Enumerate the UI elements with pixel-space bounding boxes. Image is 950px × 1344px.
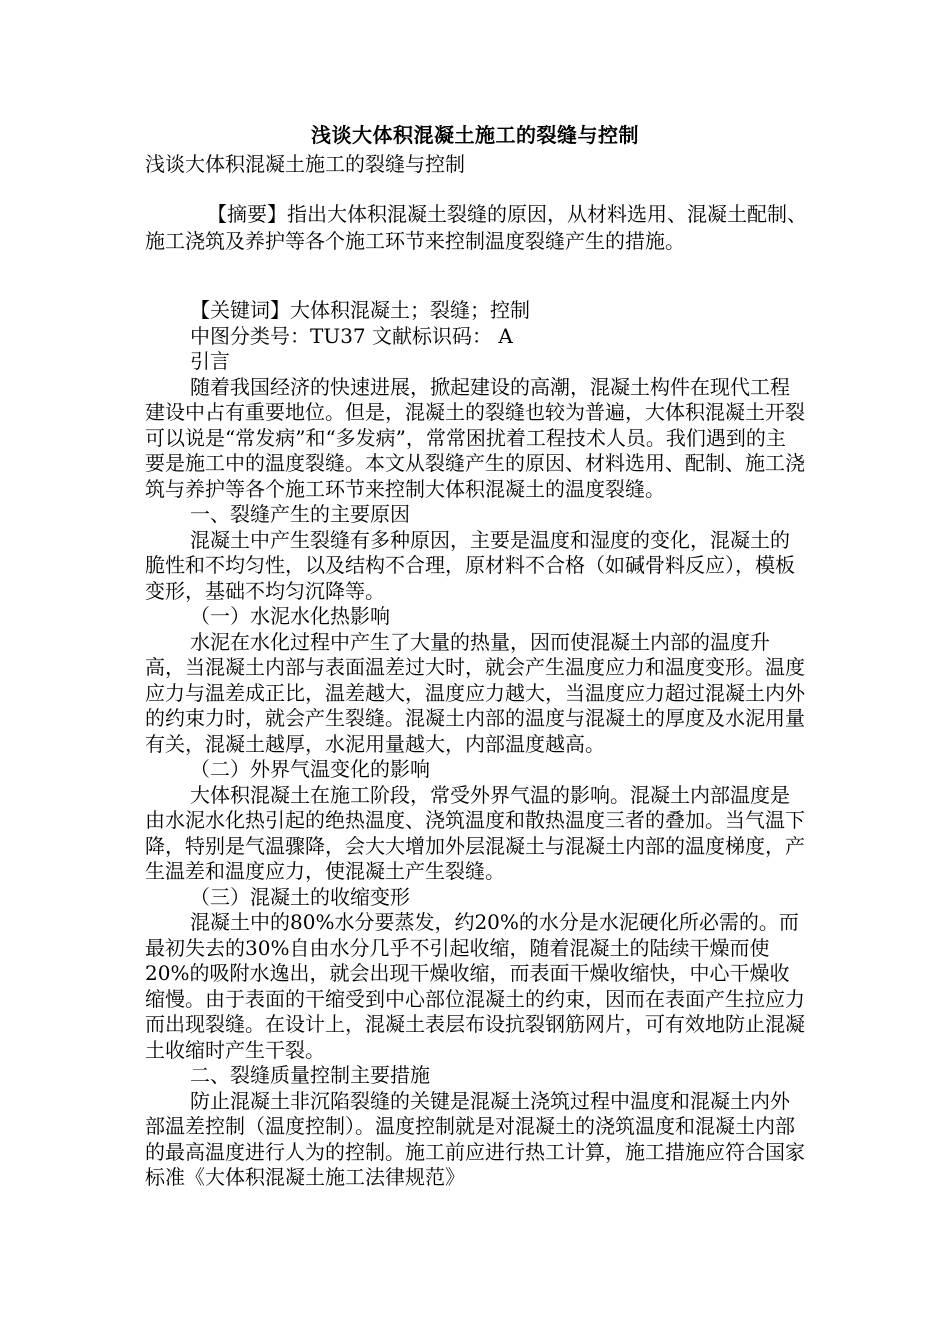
paragraph-3: 水泥在水化过程中产生了大量的热量，因而使混凝土内部的温度升高，当混凝土内部与表面温差过大时，就会产生温度应力和温度变形。温度应力与温差成正比，温差越大，温度应力越大，当温度应力超过混凝土内外的约束力时，就会产生裂缝。混凝土内部的温度与混凝土的厚度及水泥用量有关，混凝土越厚，水泥用量越大，内部温度越高。 (145, 629, 805, 756)
document-title: 浅谈大体积混凝土施工的裂缝与控制 (311, 123, 639, 147)
intro-heading: 引言 (190, 349, 230, 373)
heading-1-2: （二）外界气温变化的影响 (190, 757, 430, 781)
paragraph-2: 混凝土中产生裂缝有多种原因，主要是温度和湿度的变化，混凝土的脆性和不均匀性，以及结构不合理，原材料不合格（如碱骨料反应），模板变形，基础不均匀沉降等。 (145, 527, 795, 603)
paragraph-1: 随着我国经济的快速进展，掀起建设的高潮，混凝土构件在现代工程建设中占有重要地位。但是，混凝土的裂缝也较为普遍，大体积混凝土开裂可以说是“常发病”和“多发病”，常常困扰着工程技术人员。我们遇到的主要是施工中的温度裂缝。本文从裂缝产生的原因、材料选用、配制、施工浇筑与养护等各个施工环节来控制大体积混凝土的温度裂缝。 (145, 374, 805, 501)
keywords-line: 【关键词】大体积混凝土；裂缝；控制 (190, 298, 530, 322)
document-subtitle: 浅谈大体积混凝土施工的裂缝与控制 (145, 152, 465, 176)
abstract-paragraph (145, 201, 815, 255)
paragraph-4: 大体积混凝土在施工阶段，常受外界气温的影响。混凝土内部温度是由水泥水化热引起的绝热温度、浇筑温度和散热温度三者的叠加。当气温下降，特别是气温骤降，会大大增加外层混凝土与混凝土内部的温度梯度，产生温差和温度应力，使混凝土产生裂缝。 (145, 782, 805, 883)
heading-1-1: （一）水泥水化热影响 (190, 604, 390, 628)
heading-2: 二、裂缝质量控制主要措施 (190, 1063, 430, 1087)
paragraph-5: 混凝土中的80%水分要蒸发，约20%的水分是水泥硬化所必需的。而最初失去的30%自由水分几乎不引起收缩，随着混凝土的陆续干燥而使20%的吸附水逸出，就会出现干燥收缩，而表面干燥收缩快，中心干燥收缩慢。由于表面的干缩受到中心部位混凝土的约束，因而在表面产生拉应力而出现裂缝。在设计上，混凝土表层布设抗裂钢筋网片，可有效地防止混凝土收缩时产生干裂。 (145, 910, 805, 1062)
paragraph-6: 防止混凝土非沉陷裂缝的关键是混凝土浇筑过程中温度和混凝土内外部温差控制（温度控制）。温度控制就是对混凝土的浇筑温度和混凝土内部的最高温度进行人为的控制。施工前应进行热工计算，施工措施应符合国家标准《大体积混凝土施工法律规范》 (145, 1088, 805, 1189)
heading-1: 一、裂缝产生的主要原因 (190, 502, 410, 526)
body-text (145, 298, 805, 1191)
classification-line: 中图分类号：TU37 文献标识码： A (190, 323, 513, 348)
heading-1-3: （三）混凝土的收缩变形 (190, 884, 410, 909)
abstract-text: 【摘要】指出大体积混凝土裂缝的原因，从材料选用、混凝土配制、施工浇筑及养护等各个施工环节来控制温度裂缝产生的措施。 (145, 202, 807, 253)
